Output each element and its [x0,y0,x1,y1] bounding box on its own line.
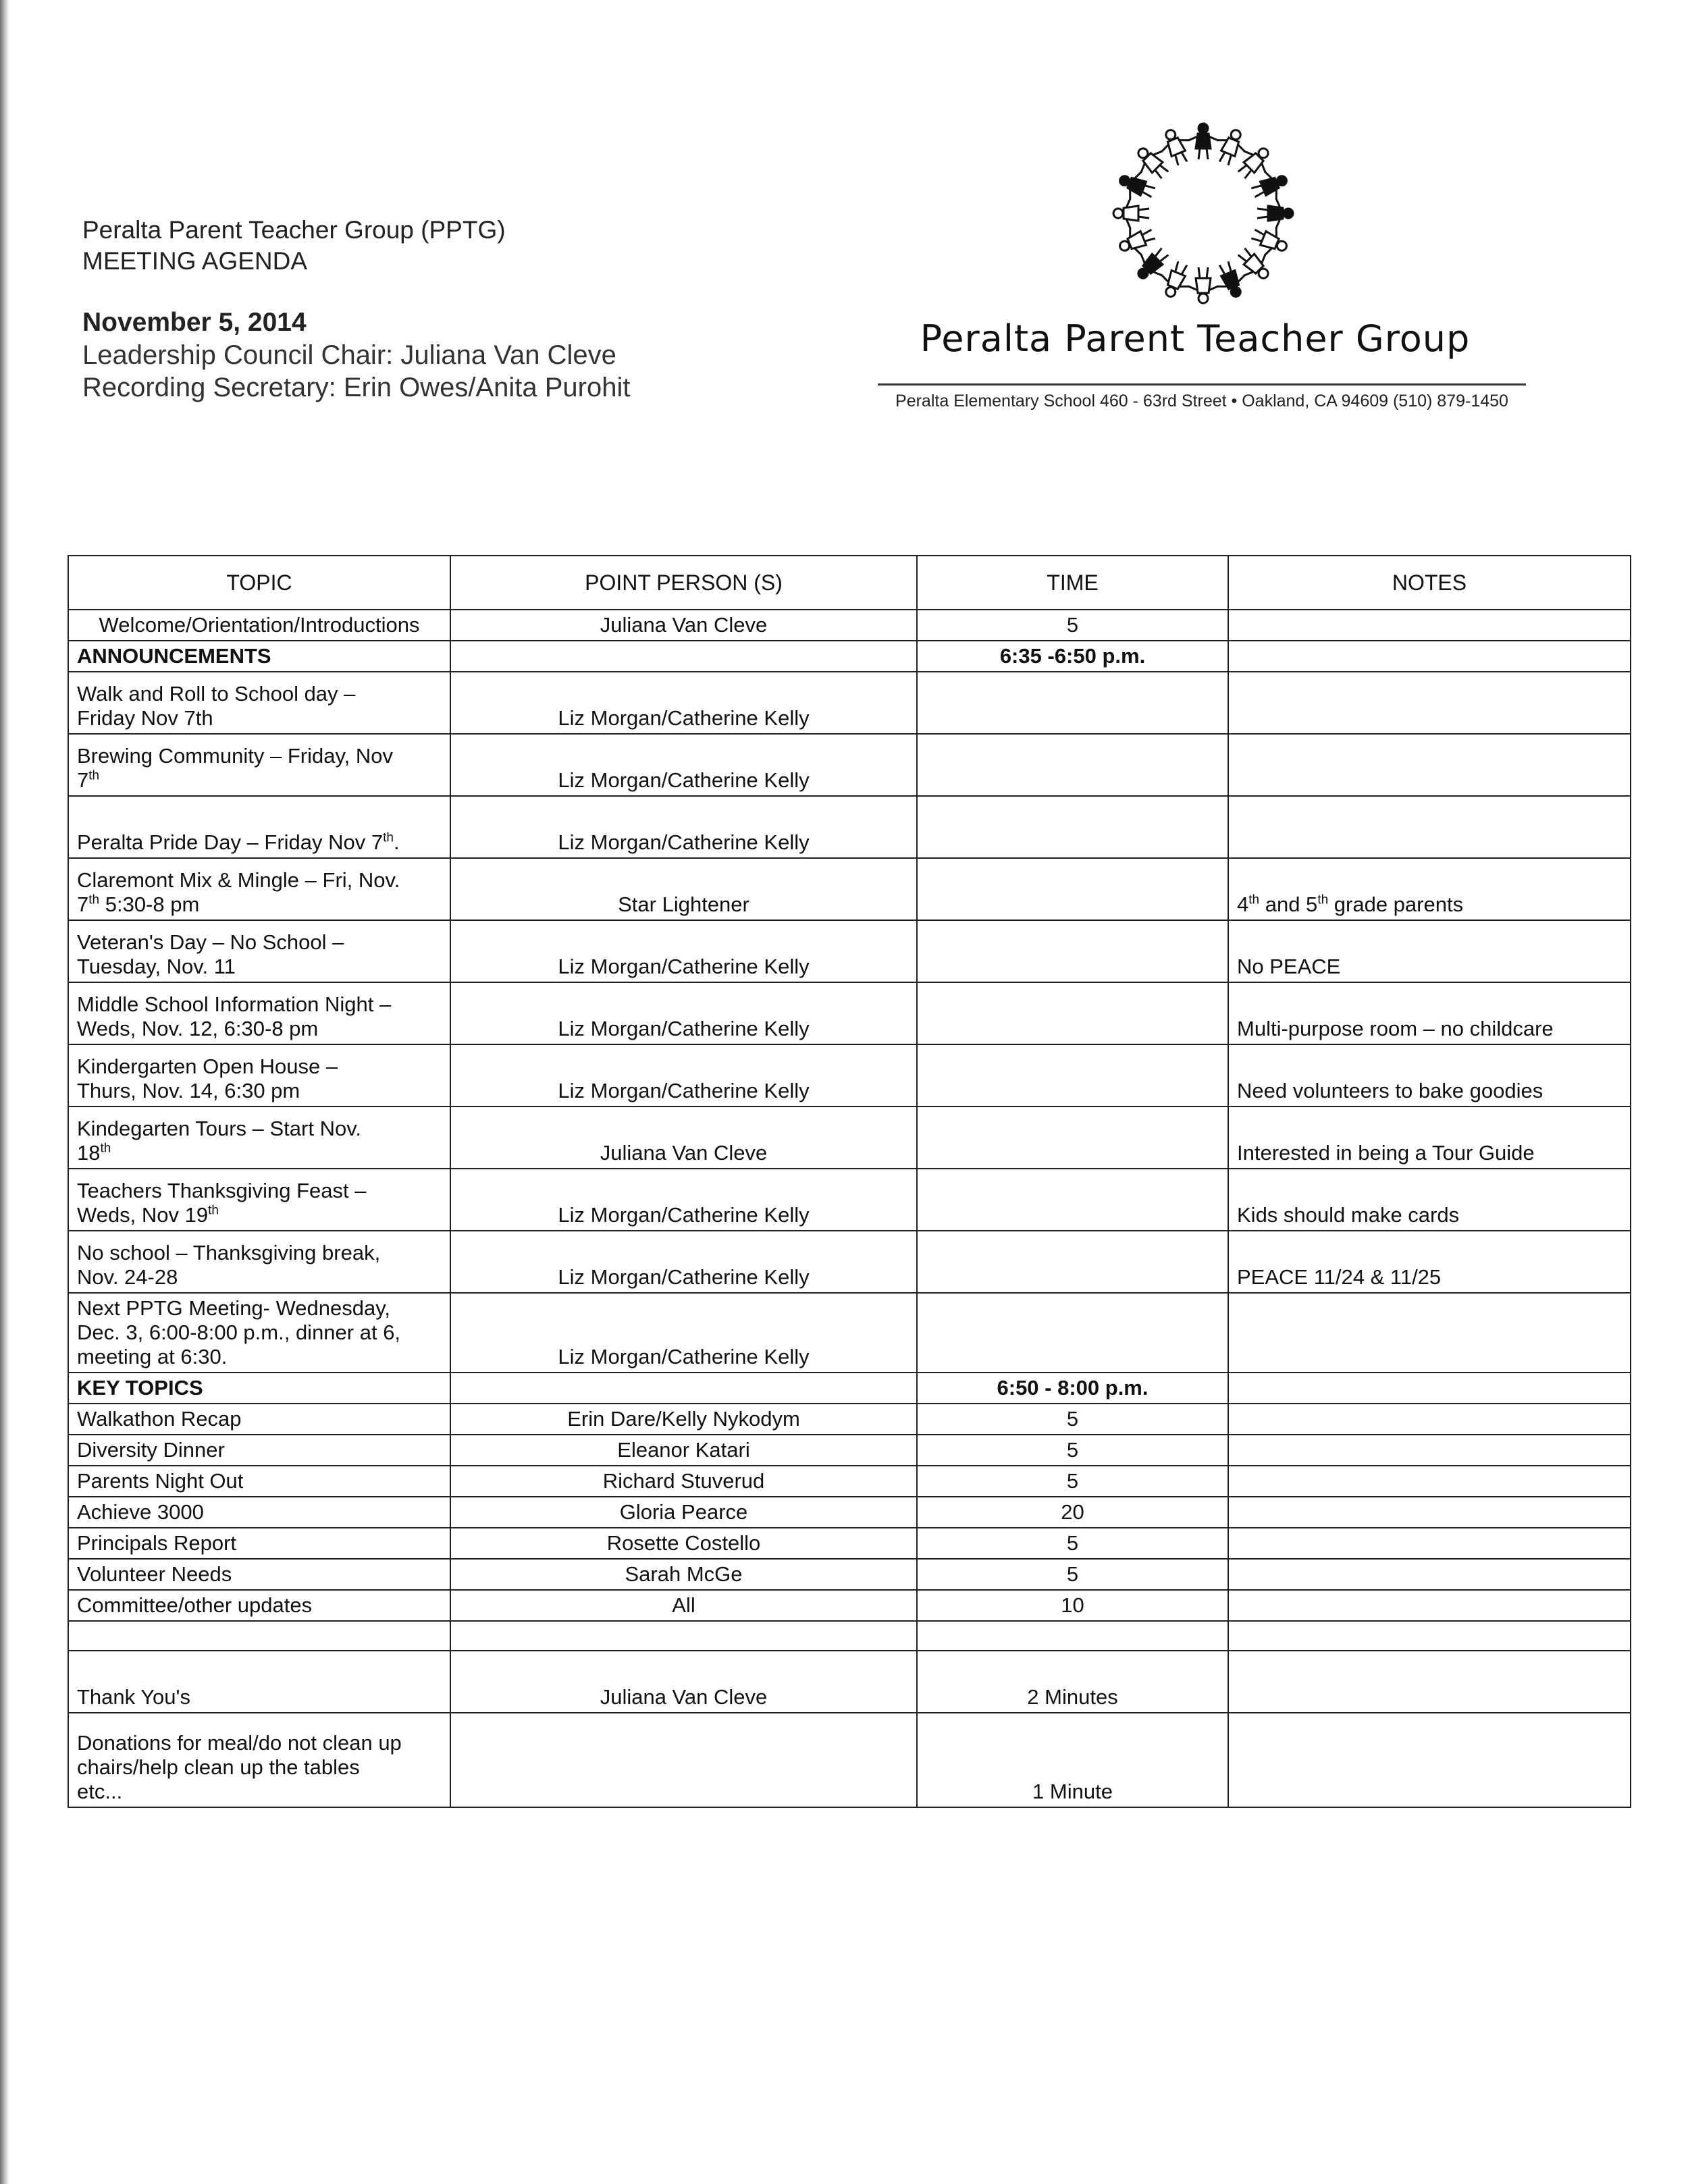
topic-cell [68,672,450,734]
topic-line: etc... [77,1780,123,1803]
topic-line: Weds, Nov. 12, 6:30-8 pm [77,1017,319,1040]
header-time: TIME [917,556,1228,610]
topic-line: meeting at 6:30. [77,1345,228,1368]
council-chair: Leadership Council Chair: Juliana Van Cleve [82,340,616,370]
topic-line: Claremont Mix & Mingle – Fri, Nov. [77,868,400,892]
topic-line: chairs/help clean up the tables [77,1755,360,1779]
person-cell: Sarah McGe [450,1559,917,1590]
notes-cell [1228,1713,1631,1807]
notes-cell [1228,641,1631,672]
ordinal-suffix: th [88,893,100,907]
topic-line: Kindegarten Tours – Start Nov. [77,1117,362,1140]
topic-line: Friday Nov 7th [77,706,213,730]
org-divider [878,383,1526,385]
topic-line: Brewing Community – Friday, Nov [77,744,394,768]
section-key-topics: KEY TOPICS [68,1373,450,1404]
topic-cell [68,796,450,858]
time-cell: 5 [917,1404,1228,1435]
time-cell [917,1293,1228,1373]
table-row [68,641,1631,672]
time-cell [917,1169,1228,1231]
notes-cell [1228,1373,1631,1404]
agenda-header [82,215,798,404]
table-row [68,1435,1631,1466]
header-notes: NOTES [1228,556,1631,610]
org-address: Peralta Elementary School 460 - 63rd Street • Oakland, CA 94609 (510) 879-1450 [895,392,1508,410]
table-row [68,1373,1631,1404]
time-cell [917,1231,1228,1293]
person-cell: Juliana Van Cleve [450,610,917,641]
time-cell [917,672,1228,734]
table-row [68,734,1631,796]
time-cell [917,1621,1228,1651]
table-row [68,1293,1631,1373]
group-title: Peralta Parent Teacher Group (PPTG) [82,216,506,244]
topic-cell: Welcome/Orientation/Introductions [68,610,450,641]
scan-edge [0,0,9,2184]
time-cell: 5 [917,1559,1228,1590]
topic-cell: Parents Night Out [68,1466,450,1497]
meeting-date: November 5, 2014 [82,308,307,337]
notes-cell [1228,1621,1631,1651]
topic-line: No school – Thanksgiving break, [77,1241,381,1264]
topic-line: Teachers Thanksgiving Feast – [77,1179,367,1202]
agenda-title: MEETING AGENDA [82,247,308,275]
person-cell: Star Lightener [450,858,917,920]
topic-cell: Thank You's [68,1651,450,1713]
header-topic: TOPIC [68,556,450,610]
notes-cell: Interested in being a Tour Guide [1228,1107,1631,1169]
time-cell [917,982,1228,1044]
ordinal-suffix: th [1317,893,1329,907]
table-row [68,1497,1631,1528]
agenda-table [68,555,1631,1808]
table-row [68,1713,1631,1807]
topic-cell [68,1044,450,1107]
time-cell: 5 [917,1528,1228,1559]
person-cell: Richard Stuverud [450,1466,917,1497]
time-cell: 10 [917,1590,1228,1621]
topic-cell [68,734,450,796]
topic-line: 7 [77,893,89,916]
topic-cell: Achieve 3000 [68,1497,450,1528]
org-name: Peralta Parent Teacher Group [920,317,1471,360]
table-row [68,1466,1631,1497]
table-row [68,1621,1631,1651]
person-cell: Liz Morgan/Catherine Kelly [450,734,917,796]
notes-text: 4 [1237,893,1249,916]
topic-end: 5:30-8 pm [99,893,200,916]
person-cell: Liz Morgan/Catherine Kelly [450,1231,917,1293]
notes-cell [1228,672,1631,734]
time-cell [917,920,1228,982]
topic-cell: Walkathon Recap [68,1404,450,1435]
table-row [68,1231,1631,1293]
section-announcements: ANNOUNCEMENTS [68,641,450,672]
person-cell: Liz Morgan/Catherine Kelly [450,1293,917,1373]
person-cell: Liz Morgan/Catherine Kelly [450,1044,917,1107]
topic-cell [68,920,450,982]
ordinal-suffix: th [1248,893,1260,907]
person-cell: Liz Morgan/Catherine Kelly [450,920,917,982]
notes-cell [1228,796,1631,858]
table-row [68,610,1631,641]
person-cell: Eleanor Katari [450,1435,917,1466]
topic-line: Tuesday, Nov. 11 [77,955,236,978]
table-row [68,1404,1631,1435]
topic-line: Veteran's Day – No School – [77,930,344,954]
time-cell [917,1044,1228,1107]
person-cell: Liz Morgan/Catherine Kelly [450,1169,917,1231]
table-row [68,1651,1631,1713]
notes-cell [1228,734,1631,796]
topic-cell [68,982,450,1044]
notes-cell: Need volunteers to bake goodies [1228,1044,1631,1107]
table-row [68,672,1631,734]
person-cell: All [450,1590,917,1621]
notes-cell [1228,610,1631,641]
person-cell [450,1713,917,1807]
time-cell [917,796,1228,858]
time-cell [917,734,1228,796]
notes-cell [1228,1466,1631,1497]
ordinal-suffix: th [88,768,100,783]
topic-cell: Diversity Dinner [68,1435,450,1466]
notes-cell [1228,1404,1631,1435]
topic-cell [68,1169,450,1231]
time-cell: 5 [917,1466,1228,1497]
table-row [68,982,1631,1044]
person-cell: Liz Morgan/Catherine Kelly [450,796,917,858]
person-cell: Gloria Pearce [450,1497,917,1528]
time-cell: 5 [917,610,1228,641]
notes-cell [1228,1590,1631,1621]
children-circle-icon [1106,116,1300,311]
notes-cell [1228,1559,1631,1590]
topic-cell [68,1713,450,1807]
table-header-row [68,556,1631,610]
table-row [68,796,1631,858]
notes-cell: No PEACE [1228,920,1631,982]
person-cell: Juliana Van Cleve [450,1107,917,1169]
time-cell [917,1107,1228,1169]
topic-line: 18 [77,1141,101,1165]
topic-line: Next PPTG Meeting- Wednesday, [77,1296,391,1320]
topic-line: Weds, Nov 19 [77,1203,209,1227]
topic-cell [68,858,450,920]
notes-cell [1228,1497,1631,1528]
notes-cell [1228,1651,1631,1713]
topic-line: Donations for meal/do not clean up [77,1731,402,1755]
topic-line: 7 [77,768,89,792]
header-person: POINT PERSON (S) [450,556,917,610]
person-cell: Rosette Costello [450,1528,917,1559]
person-cell [450,1621,917,1651]
table-row [68,1590,1631,1621]
time-cell: 6:50 - 8:00 p.m. [917,1373,1228,1404]
table-row [68,920,1631,982]
person-cell: Juliana Van Cleve [450,1651,917,1713]
ordinal-suffix: th [208,1203,219,1218]
ordinal-suffix: th [100,1141,111,1156]
time-cell: 20 [917,1497,1228,1528]
topic-line: Kindergarten Open House – [77,1055,338,1078]
topic-cell [68,1621,450,1651]
table-row [68,1528,1631,1559]
notes-cell [1228,1293,1631,1373]
notes-text: grade parents [1328,893,1464,916]
topic-line: Thurs, Nov. 14, 6:30 pm [77,1079,300,1102]
notes-cell: PEACE 11/24 & 11/25 [1228,1231,1631,1293]
topic-cell [68,1231,450,1293]
ordinal-suffix: th [383,830,394,845]
notes-cell [1228,1435,1631,1466]
time-cell [917,858,1228,920]
notes-cell [1228,858,1631,920]
notes-text: and 5 [1259,893,1318,916]
notes-cell: Kids should make cards [1228,1169,1631,1231]
notes-cell: Multi-purpose room – no childcare [1228,982,1631,1044]
person-cell [450,1373,917,1404]
table-row [68,1044,1631,1107]
table-row [68,1169,1631,1231]
topic-line: Dec. 3, 6:00-8:00 p.m., dinner at 6, [77,1321,401,1344]
topic-line: Peralta Pride Day – Friday Nov 7 [77,830,384,854]
topic-end: . [394,830,400,854]
topic-line: Walk and Roll to School day – [77,682,356,705]
person-cell: Erin Dare/Kelly Nykodym [450,1404,917,1435]
topic-cell: Volunteer Needs [68,1559,450,1590]
person-cell: Liz Morgan/Catherine Kelly [450,672,917,734]
time-cell: 5 [917,1435,1228,1466]
notes-cell [1228,1528,1631,1559]
topic-cell [68,1107,450,1169]
topic-cell [68,1293,450,1373]
topic-line: Nov. 24-28 [77,1265,178,1289]
person-cell: Liz Morgan/Catherine Kelly [450,982,917,1044]
table-row [68,858,1631,920]
recording-secretary: Recording Secretary: Erin Owes/Anita Purohit [82,373,631,402]
person-cell [450,641,917,672]
table-row [68,1559,1631,1590]
table-row [68,1107,1631,1169]
time-cell: 6:35 -6:50 p.m. [917,641,1228,672]
time-cell: 2 Minutes [917,1651,1228,1713]
topic-cell: Committee/other updates [68,1590,450,1621]
topic-cell: Principals Report [68,1528,450,1559]
time-cell: 1 Minute [917,1713,1228,1807]
topic-line: Middle School Information Night – [77,992,392,1016]
